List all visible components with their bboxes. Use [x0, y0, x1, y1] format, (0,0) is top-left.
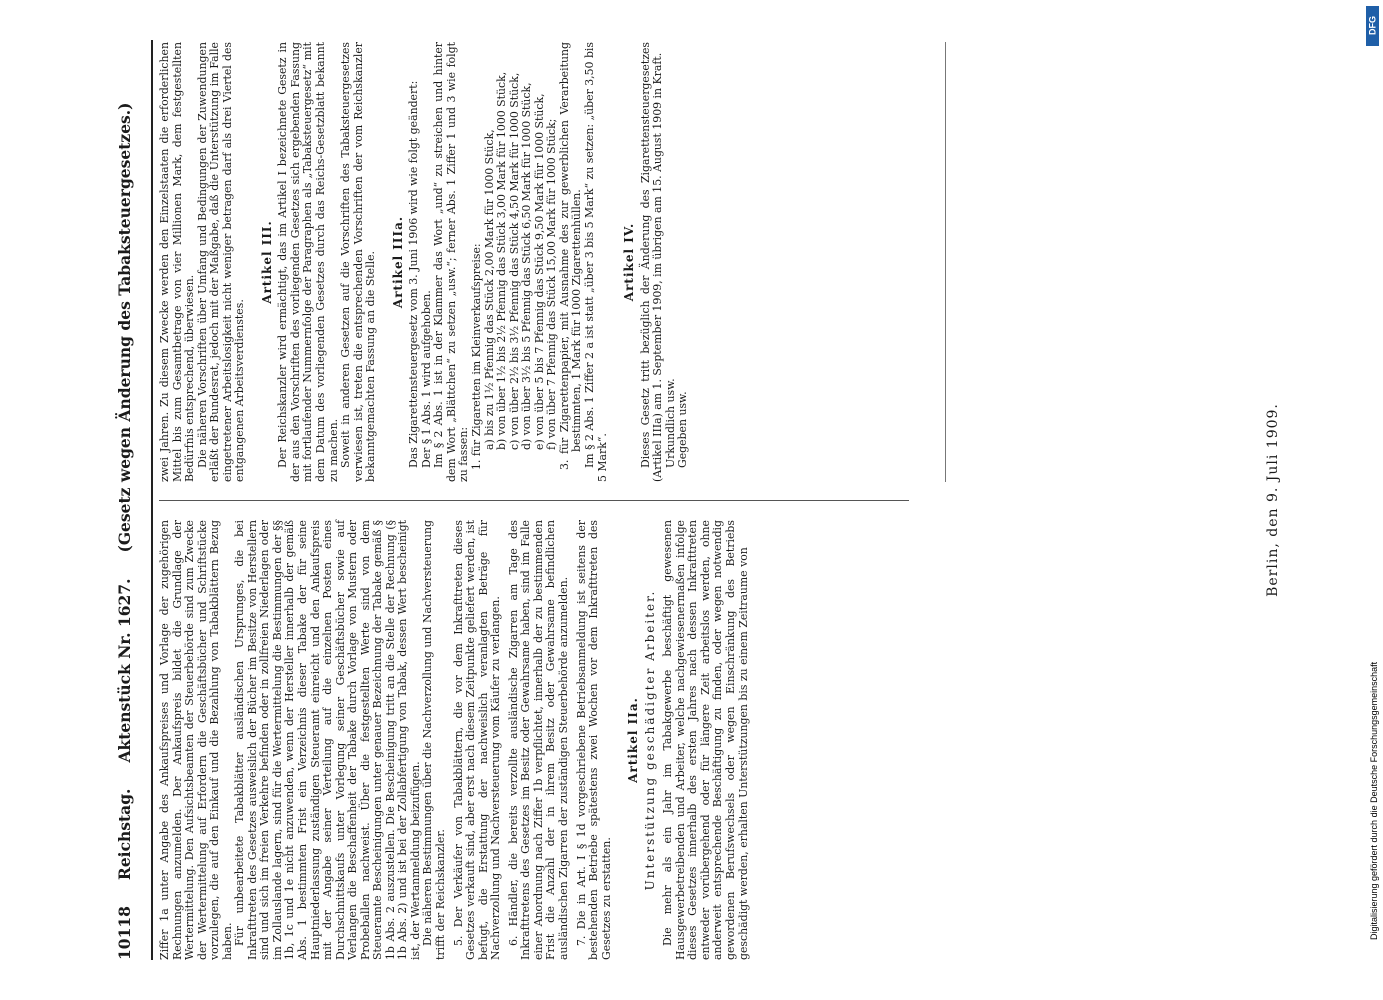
digitization-note: Digitalisierung gefördert durch die Deutsche Forschungsgemeinschaft: [1369, 661, 1379, 940]
list-item: a) bis zu 1½ Pfennig das Stück 2,00 Mark für 1000 Stück,: [482, 129, 496, 450]
paragraph: Der § 1 Abs. 1 wird aufgehoben.: [419, 290, 433, 468]
closing-formula: Urkundlich usw.: [663, 378, 677, 468]
paragraph: Das Zigarettensteuergesetz vom 3. Juni 1906 wird wie folgt geändert:: [407, 80, 421, 468]
section-label: Reichstag.: [115, 788, 134, 881]
page-number: 10118: [115, 906, 134, 960]
list-item: b) von über 1½ bis 2½ Pfennig das Stück 3,00 Mark für 1000 Stück,: [495, 71, 509, 450]
document-page: [115, 40, 1345, 960]
paragraph: Im § 2 Abs. 1 ist in der Klammer das Wort „und“ zu streichen und hinter dem Wort „Blättchen“ zu setzen „usw.“; ferner Abs. 1 Ziffer 1 und 3 wie folgt zu fassen:: [432, 42, 471, 482]
list-item: c) von über 2½ bis 3½ Pfennig das Stück 4,50 Mark für 1000 Stück,: [507, 72, 521, 450]
paragraph: Für unbearbeitete Tabakblätter ausländischen Ursprunges, die bei Inkrafttreten des Gesetzes ausweislich der Bücher im Besitze von Herstellern sind und sich im freien Verkehre befinden oder in zollfreien Niederlagen oder im Zollauslande lagern, sind für die Wertermittelung die Bestimmungen der §§ 1b, 1c und 1e nicht anzuwenden, wenn der Hersteller innerhalb der gemäß Abs. 1 bestimmten Frist ein Verzeichnis dieser Tabake der für seine Hauptniederlassung zuständigen Steueramt einreicht und den Ankaufspreis mit der Angabe seiner Verteilung auf die einzelnen Posten eines Durchschnittskaufs unter Vorlegung seiner Geschäftsbücher sowie auf Verlangen die Beschaffenheit der Tabake durch Vorlage von Mustern oder Probeballen nachweist. Über die festgestellten Werte sind von dem Steueramte Bescheinigungen unter genauer Bezeichnung der Tabake gemäß § 1b Abs. 2 auszustellen. Die Bescheinigung tritt an die Stelle der Rechnung (§ 1b Abs. 2) und ist bei der Zollabfertigung von Tabak, dessen Wert bescheinigt ist, der Wertanmeldung beizufügen.: [233, 520, 422, 960]
paragraph: 7. Die in Art. I § 1d vorgeschriebene Betriebsanmeldung ist seitens der bestehenden Betriebe spätestens zwei Wochen vor dem Inkrafttreten des Gesetzes zu erstatten.: [574, 520, 613, 960]
page-header: [115, 40, 153, 960]
document-subject: (Gesetz wegen Änderung des Tabaksteuergesetzes.): [115, 102, 134, 553]
list-item: d) von über 3½ bis 5 Pfennig das Stück 6,50 Mark für 1000 Stück,: [520, 82, 534, 450]
document-title: Aktenstück Nr. 1627.: [115, 578, 134, 763]
article-heading: Artikel III.: [259, 220, 274, 304]
right-column: [159, 42, 1059, 482]
closing-formula: Gegeben usw.: [676, 391, 690, 468]
article-subheading: Unterstützung geschädigter Arbeiter.: [642, 589, 657, 891]
place-date-line: Berlin, den 9. Juli 1909.: [1265, 403, 1281, 597]
column-divider: [159, 500, 909, 501]
paragraph: Der Reichskanzler wird ermächtigt, das im Artikel I bezeichnete Gesetz in der aus den Vorschriften des vorliegenden Gesetzes sich ergebenden Fassung mit fortlaufender Nummernfolge der Paragraphen als „Tabaksteuergesetz“ mit dem Datum des vorliegenden Gesetzes durch das Reichs-Gesetzblatt bekannt zu machen.: [276, 42, 340, 482]
article-heading: Artikel IIIa.: [390, 215, 405, 309]
section-divider: [945, 42, 946, 482]
paragraph: Ziffer 1a unter Angabe des Ankaufspreises und Vorlage der zugehörigen Rechnungen anzumelden. Der Ankaufspreis bildet die Grundlage der Wertermittelung. Den Aufsichtsbeamten der Steuerbehörde sind zum Zwecke der Wertermittelung auf Erfordern die Geschäftsbücher und Schriftstücke vorzulegen, die auf den Einkauf und die Bezahlung von Tabakblättern Bezug haben.: [158, 520, 234, 960]
list-item: 3. für Zigarettenpapier, mit Ausnahme des zur gewerblichen Verarbeitung bestimmten, 1 Mark für 1000 Zigarettenhüllen.: [557, 42, 584, 470]
tax-rate-list: [471, 42, 584, 482]
article-heading: Artikel IIa.: [626, 697, 641, 783]
paragraph: Die mehr als ein Jahr im Tabakgewerbe beschäftigt gewesenen Hausgewerbetreibenden und Arbeiter, welche nachgewiesenermaßen infolge dieses Gesetzes innerhalb des ersten Jahres nach dessen Inkrafttreten entweder vorübergehend oder für längere Zeit arbeitslos werden, ohne anderweit entsprechende Beschäftigung zu finden, oder wegen notwendig gewordenen Berufswechsels oder wegen Einschränkung des Betriebs geschädigt werden, erhalten Unterstützungen bis zu einem Zeitraume von: [661, 520, 750, 960]
left-column: [159, 520, 1299, 960]
paragraph: Im § 2 Abs. 1 Ziffer 2 a ist statt „über 3 bis 5 Mark“ zu setzen: „über 3,50 bis 5 Mark“.: [582, 42, 609, 482]
paragraph: Die näheren Bestimmungen über die Nachverzollung und Nachversteuerung trifft der Reichskanzler.: [421, 520, 448, 960]
paragraph: 6. Händler, die bereits verzollte ausländische Zigarren am Tage des Inkrafttretens des Gesetzes im Besitz oder Gewahrsame haben, sind im Falle einer Anordnung nach Ziffer 1b verpflichtet, innerhalb der zu bestimmenden Frist die Anzahl der in ihrem Besitz oder Gewahrsame befindlichen ausländischen Zigarren der zuständigen Steuerbehörde anzumelden.: [506, 520, 570, 960]
paragraph: Dieses Gesetz tritt bezüglich der Änderung des Zigarettensteuergesetzes (Artikel IIIa) am 1. September 1909, im übrigen am 15. August 1909 in Kraft.: [638, 42, 665, 482]
list-item: f) von über 7 Pfennig das Stück 15,00 Mark für 1000 Stück;: [545, 118, 559, 450]
article-heading: Artikel IV.: [622, 222, 637, 302]
list-item: e) von über 5 bis 7 Pfennig das Stück 9,50 Mark für 1000 Stück,: [532, 93, 546, 450]
list-item: 1. für Zigaretten im Kleinverkaufspreise:: [470, 243, 484, 470]
paragraph: 5. Der Verkäufer von Tabakblättern, die vor dem Inkrafttreten dieses Gesetzes verkauft sind, aber erst nach diesem Zeitpunkte geliefert werden, ist befugt, die Erstattung der nachweislich veranlagten Beträge für Nachverzollung und Nachversteuerung vom Käufer zu verlangen.: [451, 520, 503, 960]
paragraph: zwei Jahren. Zu diesem Zwecke werden den Einzelstaaten die erforderlichen Mittel bis zum Gesamtbetrage von vier Millionen Mark, dem festgestellten Bedürfnis entsprechend, überwiesen.: [158, 42, 197, 482]
dfg-logo: DFG: [1366, 6, 1379, 46]
paragraph: Die näheren Vorschriften über Umfang und Bedingungen der Zuwendungen erläßt der Bundesrat, jedoch mit der Maßgabe, daß die Unterstützung im Falle eingetretener Arbeitslosigkeit nicht weniger betragen darf als drei Viertel des entgangenen Arbeitsverdienstes.: [195, 42, 247, 482]
paragraph: Soweit in anderen Gesetzen auf die Vorschriften des Tabaksteuergesetzes verwiesen ist, treten die entsprechenden Vorschriften der vom Reichskanzler bekanntgemachten Fassung an die Stelle.: [339, 42, 378, 482]
